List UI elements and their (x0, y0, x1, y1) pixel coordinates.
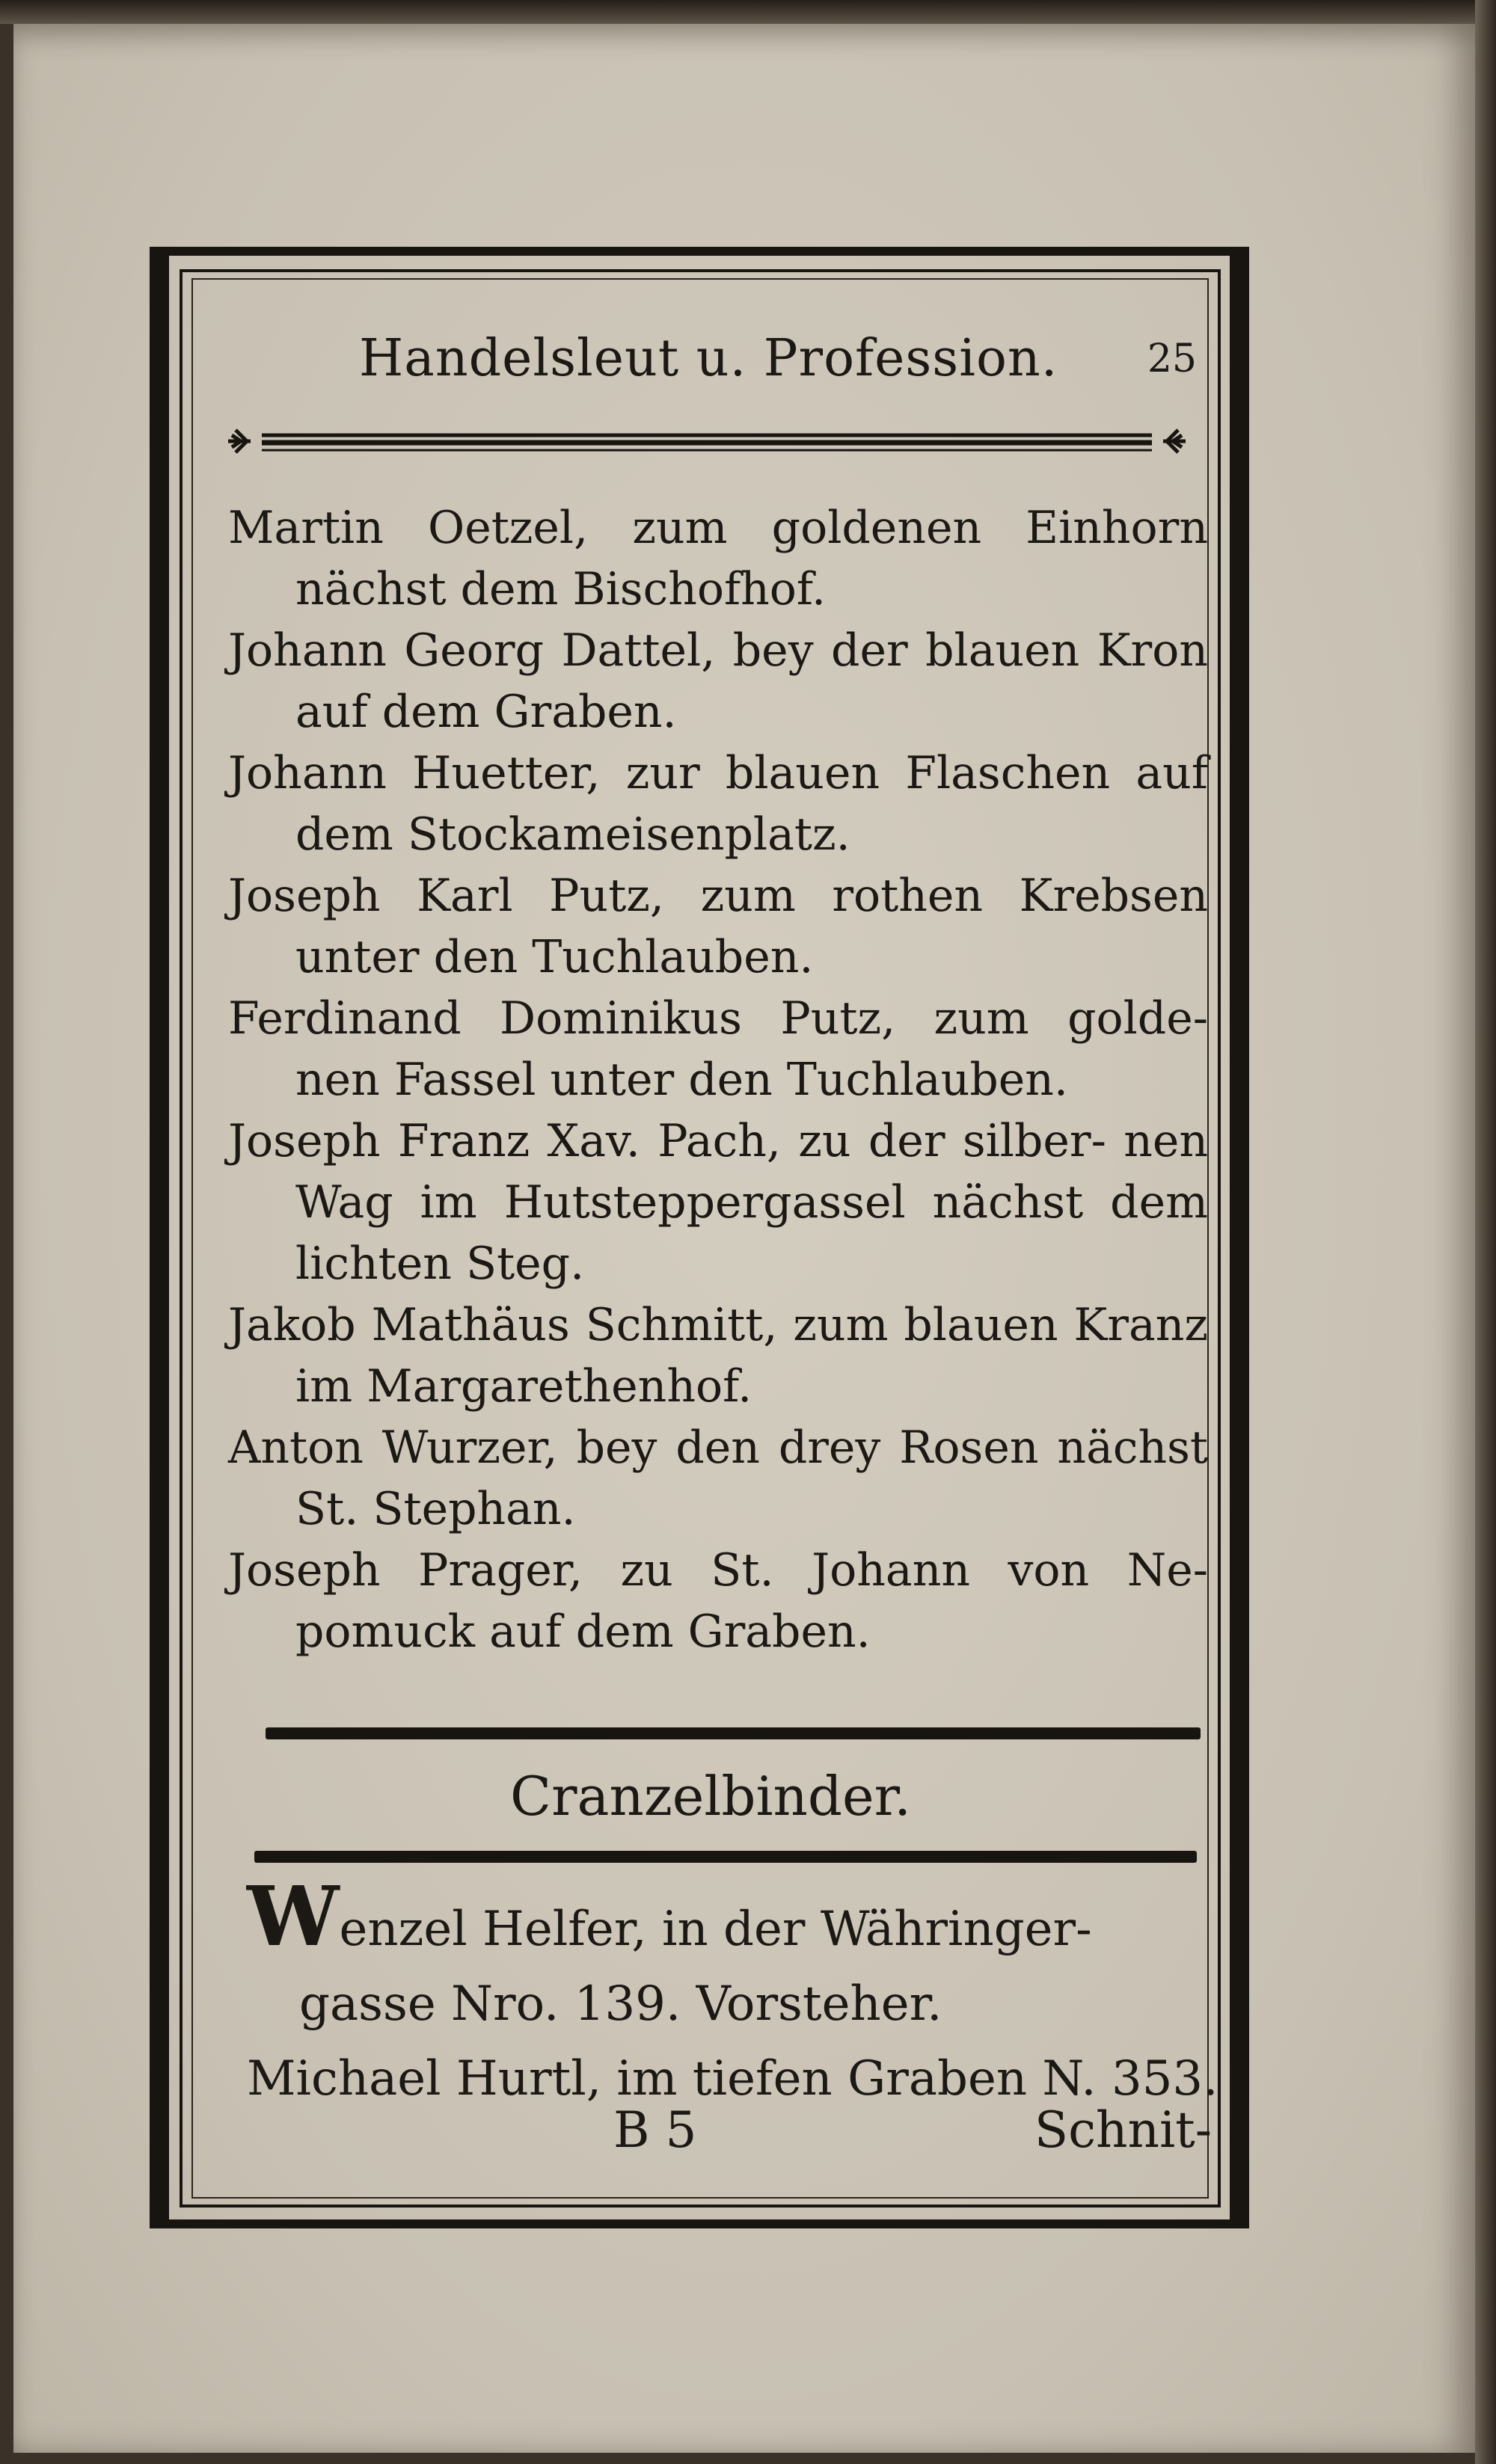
section-rule-bottom (254, 1851, 1197, 1863)
entry-6: Joseph Franz Xav. Pach, zu der silber- nen Wag im Hutsteppergassel nächst dem lichten Steg. (228, 1115, 1208, 1290)
catchword: Schnit- (1034, 2101, 1212, 2159)
entry-1: Martin Oetzel, zum goldenen Einhorn nächst dem Bischofhof. (228, 502, 1208, 615)
section-entry-2-text: Michael Hurtl, im tiefen Graben N. 353. (247, 2051, 1218, 2107)
running-header (224, 329, 1197, 389)
entry-7: Jakob Mathäus Schmitt, zum blauen Kranz im Margarethenhof. (228, 1299, 1208, 1413)
section-entries (247, 1868, 1219, 2116)
entry-2: Johann Georg Dattel, bey der blauen Kron auf dem Graben. (228, 624, 1208, 738)
page-footer (613, 2101, 1212, 2169)
section-rule-top (266, 1727, 1201, 1739)
section-entry-1-text: enzel Helfer, in der Währinger- gasse Nro. 139. Vorsteher. (299, 1902, 1092, 2032)
entry-3: Johann Huetter, zur blauen Flaschen auf dem Stockameisenplatz. (228, 747, 1208, 861)
entry-9: Joseph Prager, zu St. Johann von Ne- pomuck auf dem Graben. (228, 1544, 1208, 1658)
ornament-right-flourish-icon (1163, 430, 1186, 452)
entry-8: Anton Wurzer, bey den drey Rosen nächst St. Stephan. (228, 1422, 1208, 1535)
running-title: Handelsleut u. Profession. (359, 329, 1058, 388)
page-number: 25 (1147, 337, 1197, 381)
book-right-edge (1475, 0, 1496, 2464)
entry-4: Joseph Karl Putz, zum rothen Krebsen unter den Tuchlauben. (228, 870, 1208, 983)
section-entry-1 (247, 1868, 1219, 2041)
section-title: Cranzelbinder. (510, 1765, 911, 1828)
book-top-edge (0, 0, 1496, 24)
signature-mark: B 5 (613, 2101, 697, 2159)
drop-initial: W (247, 1868, 340, 1964)
merchant-entries (228, 497, 1208, 1662)
entry-5: Ferdinand Dominikus Putz, zum golde- nen Fassel unter den Tuchlauben. (228, 992, 1208, 1106)
ornamental-rule (224, 419, 1189, 464)
ornament-left-flourish-icon (228, 430, 251, 452)
ornament-lines (262, 435, 1152, 450)
